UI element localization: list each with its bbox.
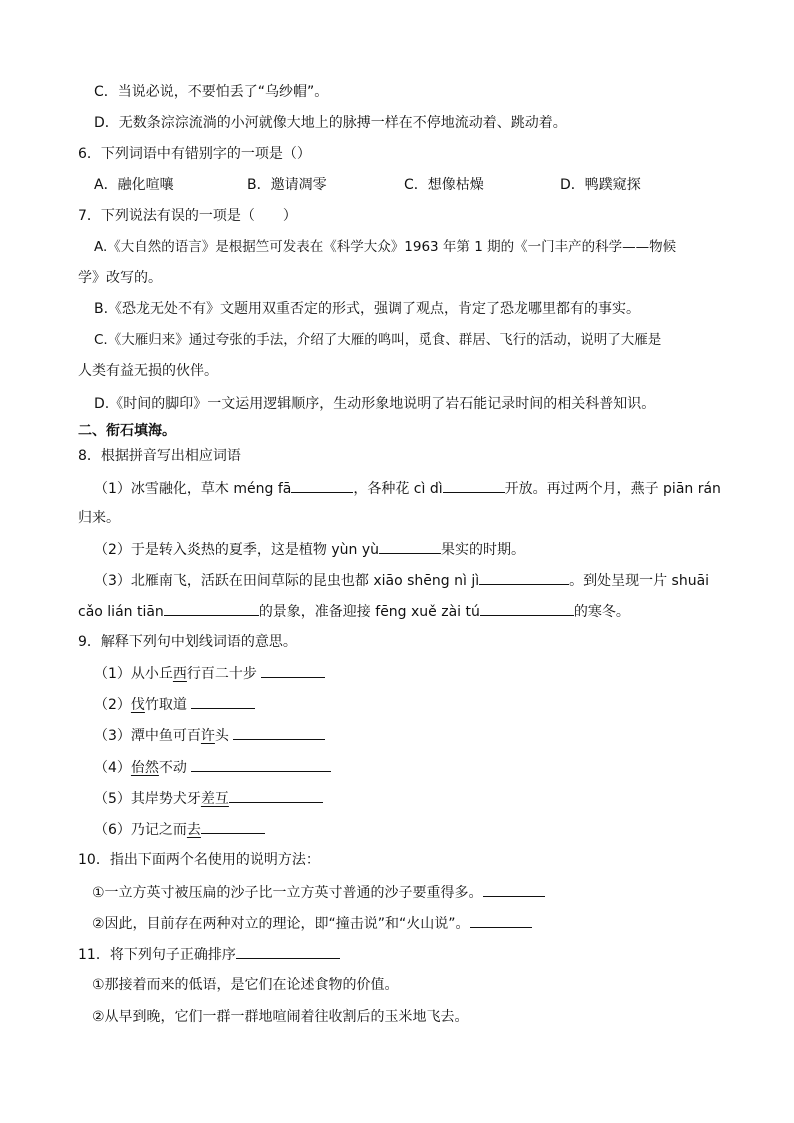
q9-answer-blank-5[interactable] [229, 788, 323, 803]
q7-option-a-line1: A.《大自然的语言》是根据竺可发表在《科学大众》1963 年第 1 期的《一门丰产的科学——物候 [94, 239, 677, 255]
section-title: 二、衔石填海。 [78, 423, 176, 439]
q8-item-1-text-a: （1）冰雪融化，草木 méng fā [94, 481, 292, 497]
q8-item-3 [94, 570, 709, 591]
q9-underlined-word: 佁然 [130, 760, 159, 776]
q10-stem: 10．指出下面两个名使用的说明方法： [78, 852, 320, 868]
q10-sentence-2-text: ②因此，目前存在两种对立的理论，即“撞击说”和“火山说”。 [92, 916, 470, 932]
q8-item-3-cont [78, 601, 630, 622]
q7-option-c-line1: C.《大雁归来》通过夸张的手法，介绍了大雁的鸣叫，觅食、群居、飞行的活动，说明了大雁是 [94, 332, 662, 348]
q9-underlined-word: 西 [172, 666, 187, 682]
q9-item-2 [94, 694, 255, 715]
q8-blank-cidi[interactable] [443, 478, 505, 493]
q9-answer-blank-4[interactable] [191, 757, 331, 772]
q9-item-5 [94, 788, 323, 809]
q9-item-text: 竹取道 [144, 697, 187, 713]
q5-option-c: C．当说必说，不要怕丢了“乌纱帽”。 [94, 84, 329, 100]
q8-item-3-text-e: 的寒冬。 [573, 604, 630, 620]
q7-option-c-line2: 人类有益无损的伙伴。 [78, 363, 218, 379]
q9-answer-blank-3[interactable] [233, 725, 325, 740]
q6-option-b: B．邀请凋零 [247, 177, 327, 193]
q8-item-3-text-a: （3）北雁南飞，活跃在田间草际的昆虫也都 xiāo shēng nì jì [94, 573, 480, 589]
q9-item-6 [94, 819, 265, 840]
q10-sentence-1 [92, 882, 545, 903]
q8-item-3-text-d: 的景象，准备迎接 fēng xuě zài tú [258, 604, 480, 620]
q8-item-1-text-c: 开放。再过两个月，燕子 piān rán [504, 481, 721, 497]
q7-option-d: D.《时间的脚印》一文运用逻辑顺序，生动形象地说明了岩石能记录时间的相关科普知识。 [94, 396, 656, 412]
q5-option-d: D．无数条淙淙流淌的小河就像大地上的脉搏一样在不停地流动着、跳动着。 [94, 115, 567, 131]
q8-stem: 8．根据拼音写出相应词语 [78, 448, 241, 464]
q9-item-text: （3）潭中鱼可百 [94, 728, 201, 744]
q6-option-d: D．鸭蹼窥探 [560, 177, 641, 193]
q9-item-1 [94, 663, 325, 684]
q9-item-text: （2） [94, 697, 131, 713]
q11-sentence-1: ①那接着而来的低语，是它们在论述食物的价值。 [92, 977, 399, 993]
q8-item-2 [94, 539, 525, 560]
q7-stem: 7．下列说法有误的一项是（ ） [78, 208, 297, 224]
q9-item-3 [94, 725, 325, 746]
q10-answer-blank-1[interactable] [483, 882, 545, 897]
q10-answer-blank-2[interactable] [470, 913, 532, 928]
q7-option-b: B.《恐龙无处不有》文题用双重否定的形式，强调了观点，肯定了恐龙哪里都有的事实。 [94, 301, 641, 317]
q9-underlined-word: 伐 [130, 697, 145, 713]
q8-blank-yunyu[interactable] [379, 539, 441, 554]
q10-sentence-2 [92, 913, 532, 934]
q11-stem-text: 11．将下列句子正确排序 [78, 947, 236, 963]
q9-item-text: （5）其岸势犬牙 [94, 791, 201, 807]
q9-item-4 [94, 757, 331, 778]
q9-answer-blank-2[interactable] [191, 694, 255, 709]
q8-item-1 [94, 478, 721, 499]
q8-blank-shuaicaoliantian[interactable] [164, 601, 259, 616]
q8-item-1-text-b: ，各种花 cì dì [353, 481, 443, 497]
q10-sentence-1-text: ①一立方英寸被压扁的沙子比一立方英寸普通的沙子要重得多。 [92, 885, 483, 901]
q7-option-a-line2: 学》改写的。 [78, 270, 162, 286]
q8-blank-fengxuezaitu[interactable] [480, 601, 574, 616]
q11-answer-blank[interactable] [236, 944, 340, 959]
q8-item-3-text-c: cǎo lián tiān [78, 604, 164, 620]
q9-item-text: 行百二十步 [186, 666, 257, 682]
q8-item-1-cont: 归来。 [78, 510, 120, 526]
q6-stem: 6．下列词语中有错别字的一项是（） [78, 146, 311, 162]
q9-item-text: （4） [94, 760, 131, 776]
q6-option-c: C．想像枯燥 [404, 177, 484, 193]
q9-item-text: （1）从小丘 [94, 666, 173, 682]
q9-item-text: （6）乃记之而 [94, 822, 187, 838]
q9-item-text: 不动 [158, 760, 187, 776]
q9-item-text: 头 [214, 728, 229, 744]
q9-underlined-word: 去 [186, 822, 201, 838]
q8-item-3-text-b: 。到处呈现一片 shuāi [569, 573, 710, 589]
q9-underlined-word: 差互 [200, 791, 229, 807]
q8-item-2-text-b: 果实的时期。 [441, 542, 525, 558]
q9-underlined-word: 许 [200, 728, 215, 744]
q6-option-a: A．融化喧嚷 [94, 177, 174, 193]
q11-stem [78, 944, 340, 965]
q9-answer-blank-6[interactable] [201, 819, 265, 834]
q8-item-2-text-a: （2）于是转入炎热的夏季，这是植物 yùn yù [94, 542, 379, 558]
q8-blank-xiaoshengniji[interactable] [479, 570, 569, 585]
q9-answer-blank-1[interactable] [261, 663, 325, 678]
q9-stem: 9．解释下列句中划线词语的意思。 [78, 634, 297, 650]
q11-sentence-2: ②从早到晚，它们一群一群地喧闹着往收割后的玉米地飞去。 [92, 1009, 469, 1025]
q8-blank-mengfa[interactable] [291, 478, 353, 493]
